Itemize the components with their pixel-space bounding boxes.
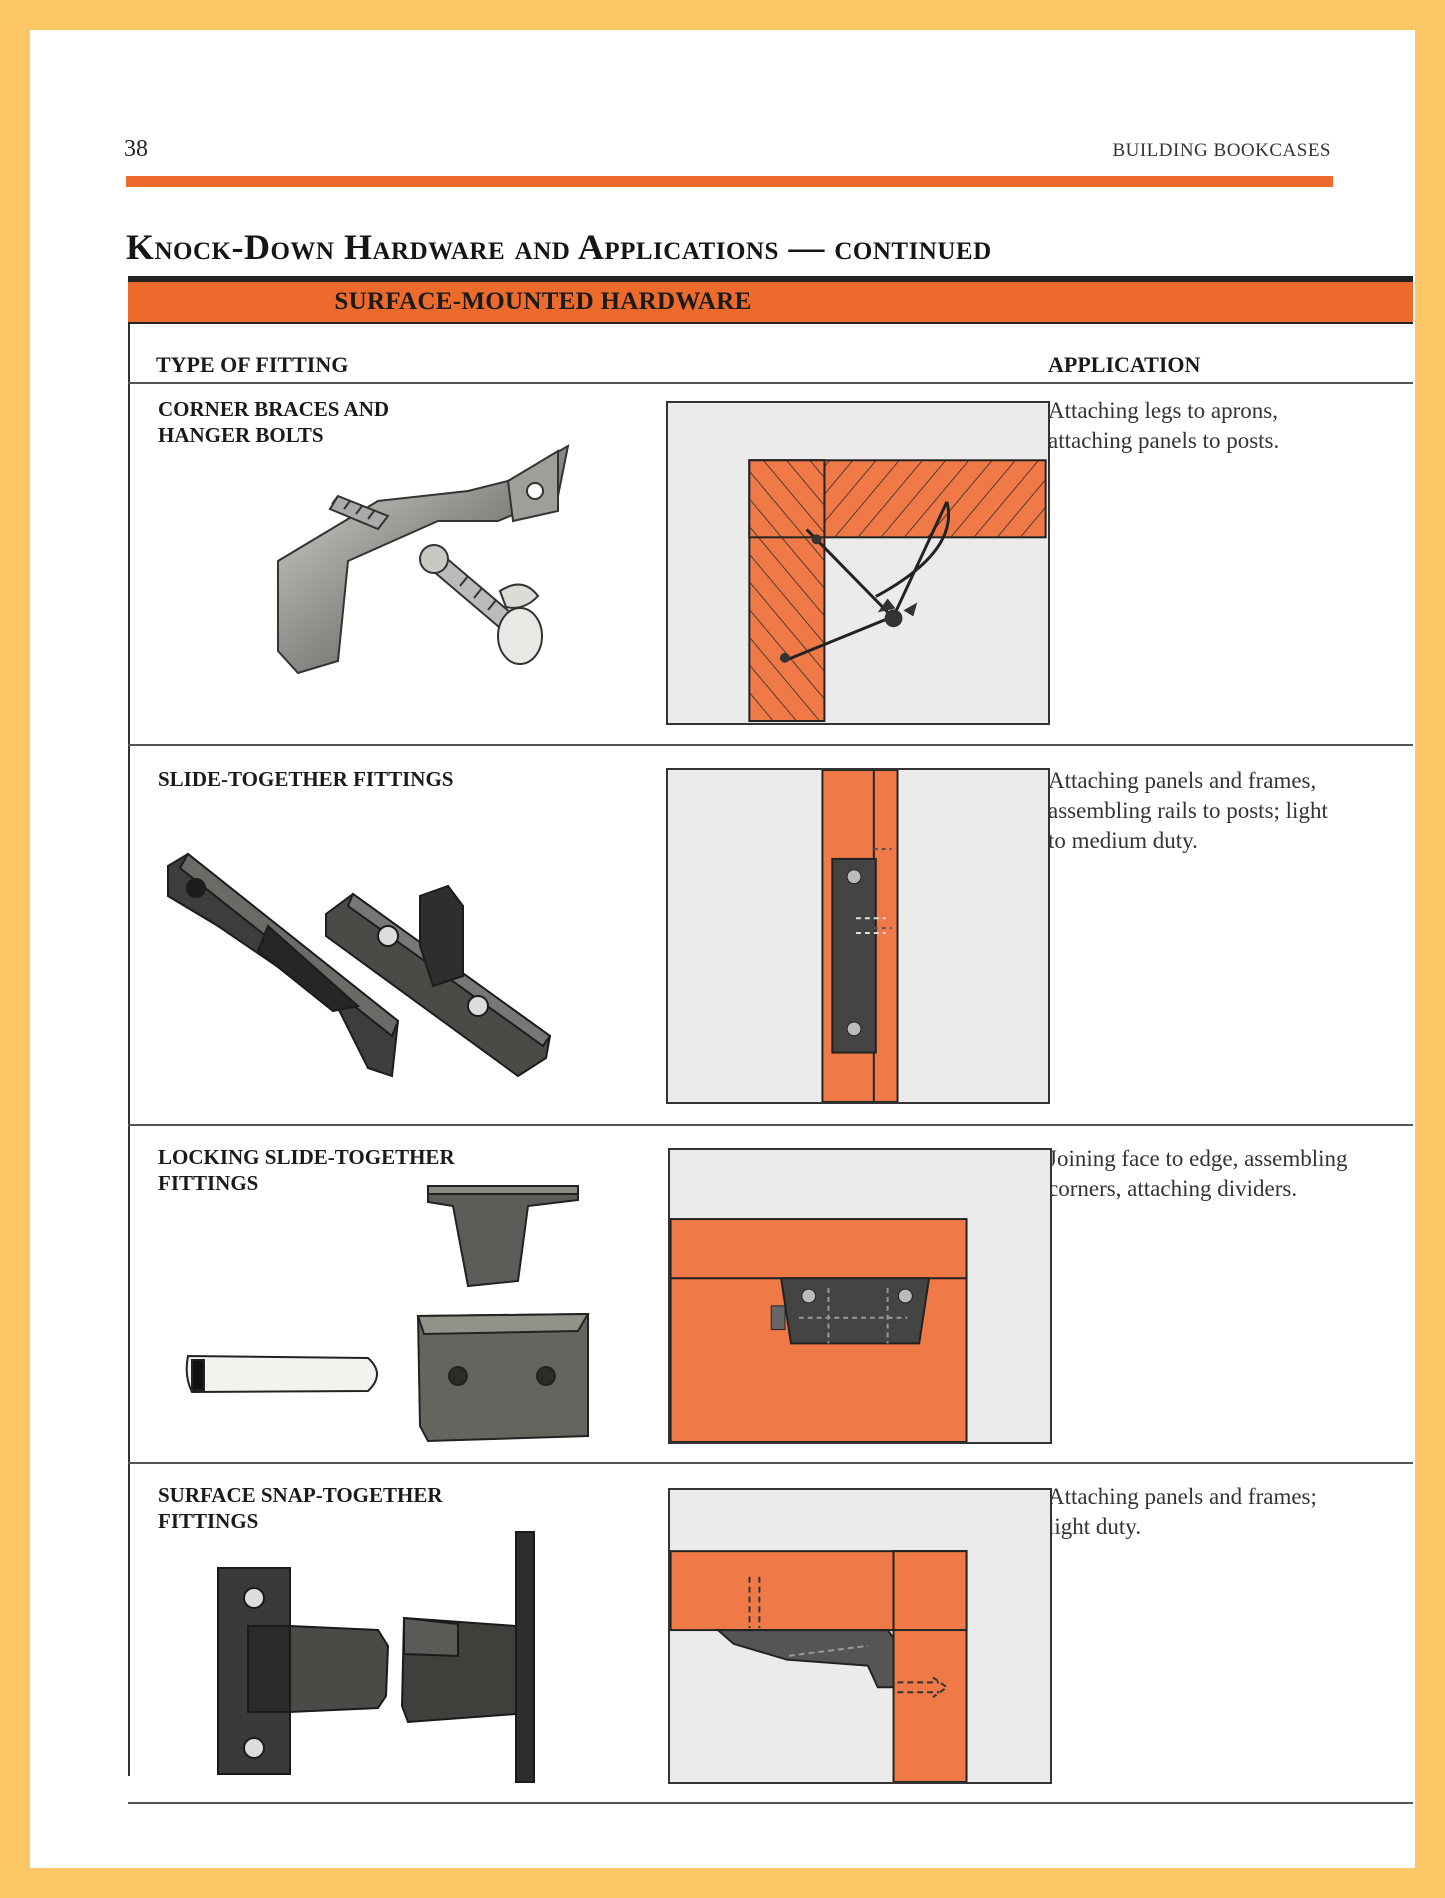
table-left-rule xyxy=(128,324,130,1776)
row-divider xyxy=(128,1124,1413,1126)
corner-brace-diagram xyxy=(666,401,1050,725)
page-number: 38 xyxy=(124,136,148,162)
row-title-slide-together: SLIDE-TOGETHER FITTINGS xyxy=(158,767,454,791)
row-divider xyxy=(128,744,1413,746)
slide-together-photo xyxy=(158,836,638,1096)
corner-brace-photo xyxy=(238,411,598,691)
surface-snap-together-photo xyxy=(208,1526,608,1786)
column-header-type: TYPE OF FITTING xyxy=(156,352,349,377)
page xyxy=(30,30,1415,1868)
table-bottom-rule xyxy=(128,1802,1413,1804)
surface-snap-together-diagram xyxy=(668,1488,1052,1784)
row-application-surface-snap-together: Attaching panels and frames; light duty. xyxy=(1048,1484,1317,1539)
row-application-slide-together: Attaching panels and frames, assembling rails to posts; light to medium duty. xyxy=(1048,768,1328,853)
page-title: Knock-Down Hardware and Applications — continued xyxy=(126,227,992,267)
running-head: BUILDING BOOKCASES xyxy=(1112,140,1331,161)
hardware-table xyxy=(128,276,1413,1806)
row-application-locking-slide-together: Joining face to edge, assembling corners, attaching dividers. xyxy=(1048,1146,1348,1201)
section-title: SURFACE-MOUNTED HARDWARE xyxy=(334,288,752,315)
row-title-locking-slide-together: LOCKING SLIDE-TOGETHER FITTINGS xyxy=(158,1145,455,1195)
section-band xyxy=(128,282,1413,324)
slide-together-diagram xyxy=(666,768,1050,1104)
row-title-corner-braces: CORNER BRACES AND HANGER BOLTS xyxy=(158,397,390,447)
header-rule xyxy=(126,176,1333,187)
row-divider xyxy=(128,1462,1413,1464)
header-divider xyxy=(128,382,1413,384)
row-title-surface-snap-together: SURFACE SNAP-TOGETHER FITTINGS xyxy=(158,1483,443,1533)
locking-slide-together-diagram xyxy=(668,1148,1052,1444)
row-application-corner-braces: Attaching legs to aprons, attaching panels to posts. xyxy=(1048,398,1280,453)
locking-slide-together-photo xyxy=(168,1176,638,1456)
column-header-application: APPLICATION xyxy=(1048,352,1201,377)
